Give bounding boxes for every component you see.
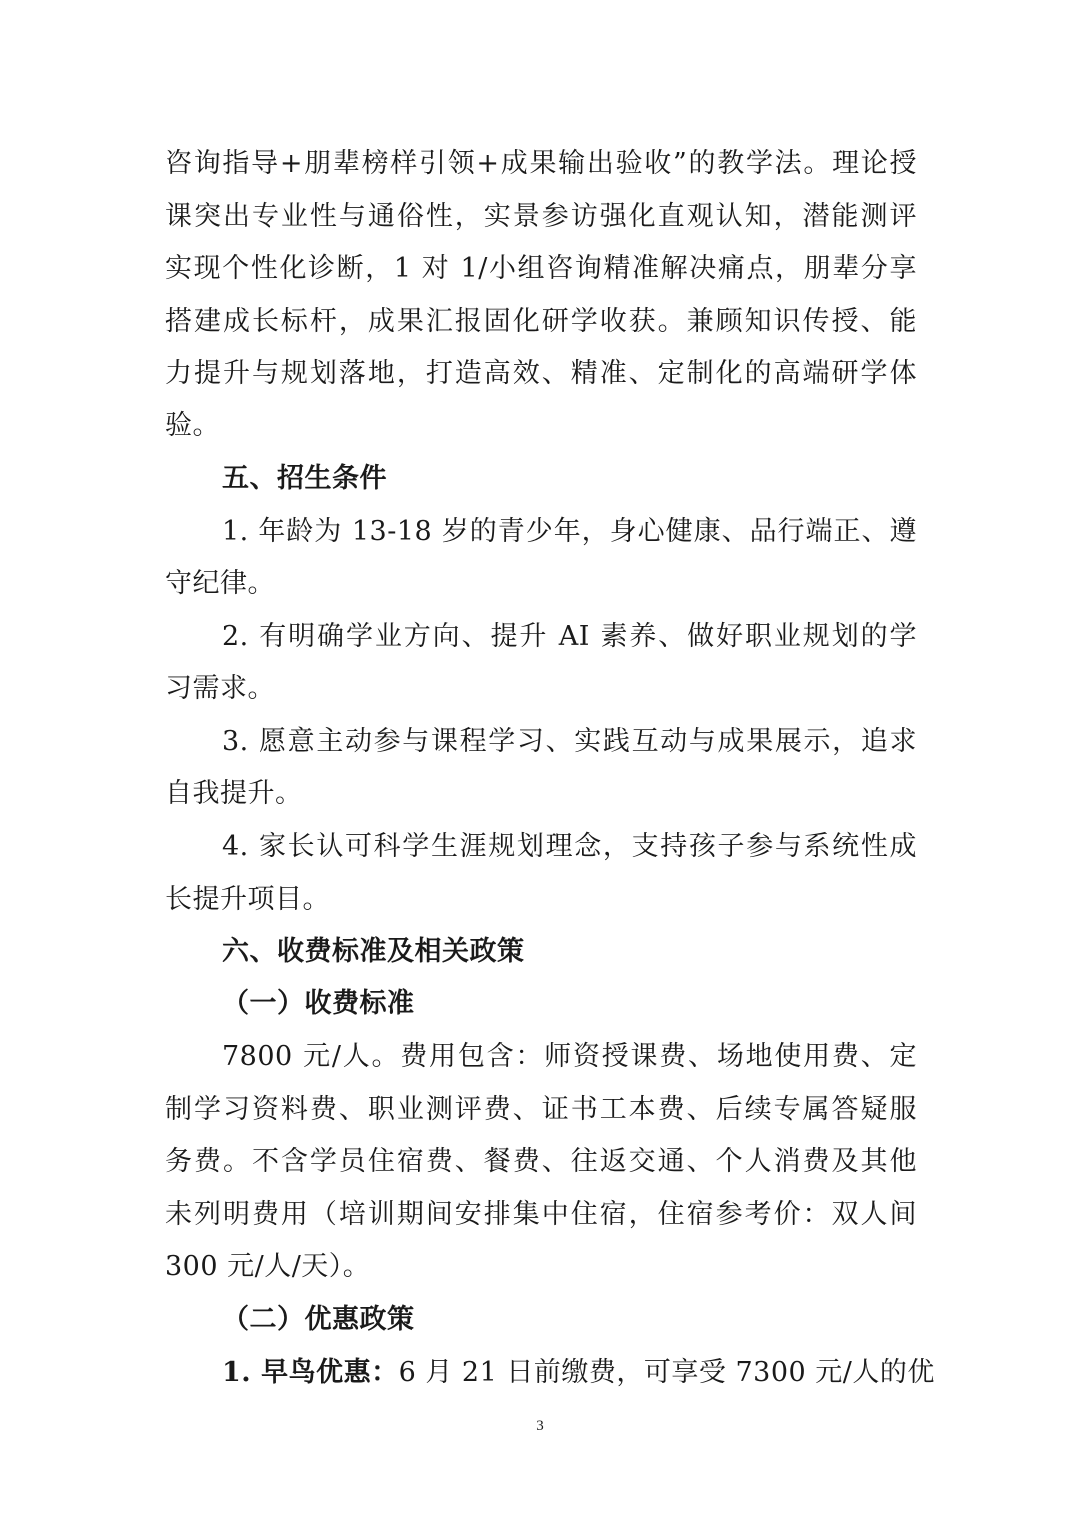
list-item: 3. 愿意主动参与课程学习、实践互动与成果展示，追求	[222, 726, 917, 757]
list-item: 1. 年龄为 13-18 岁的青少年，身心健康、品行端正、遵	[222, 516, 917, 547]
paragraph-line: 课突出专业性与通俗性，实景参访强化直观认知，潜能测评	[165, 201, 917, 232]
list-item-continued: 守纪律。	[165, 568, 275, 599]
paragraph-line: 搭建成长标杆，成果汇报固化研学收获。兼顾知识传授、能	[165, 306, 917, 337]
paragraph-line: 实现个性化诊断，1 对 1/小组咨询精准解决痛点，朋辈分享	[165, 253, 917, 284]
paragraph-line: 未列明费用（培训期间安排集中住宿，住宿参考价：双人间	[165, 1199, 917, 1230]
page-number: 3	[536, 1418, 544, 1434]
discount-item-label: 1. 早鸟优惠：	[222, 1357, 399, 1388]
paragraph-line: 力提升与规划落地，打造高效、精准、定制化的高端研学体	[165, 358, 917, 389]
list-item-continued: 习需求。	[165, 673, 275, 704]
subsection-heading-fee-standard: （一）收费标准	[222, 988, 415, 1019]
paragraph-line: 务费。不含学员住宿费、餐费、往返交通、个人消费及其他	[165, 1146, 917, 1177]
paragraph-line: 验。	[165, 410, 220, 441]
list-item: 2. 有明确学业方向、提升 AI 素养、做好职业规划的学	[222, 621, 917, 652]
section-heading-admission: 五、招生条件	[222, 463, 387, 494]
paragraph-line: 7800 元/人。费用包含：师资授课费、场地使用费、定	[222, 1041, 917, 1072]
list-item-continued: 长提升项目。	[165, 884, 330, 915]
paragraph-line: 300 元/人/天）。	[165, 1251, 371, 1282]
discount-item-text: 6 月 21 日前缴费，可享受 7300 元/人的优	[398, 1357, 935, 1388]
list-item-continued: 自我提升。	[165, 778, 303, 809]
subsection-heading-discount: （二）优惠政策	[222, 1304, 415, 1335]
discount-item	[222, 1355, 935, 1391]
list-item: 4. 家长认可科学生涯规划理念，支持孩子参与系统性成	[222, 831, 917, 862]
paragraph-line: 制学习资料费、职业测评费、证书工本费、后续专属答疑服	[165, 1094, 917, 1125]
section-heading-fees: 六、收费标准及相关政策	[222, 936, 525, 967]
paragraph-line: 咨询指导+朋辈榜样引领+成果输出验收”的教学法。理论授	[165, 148, 917, 179]
